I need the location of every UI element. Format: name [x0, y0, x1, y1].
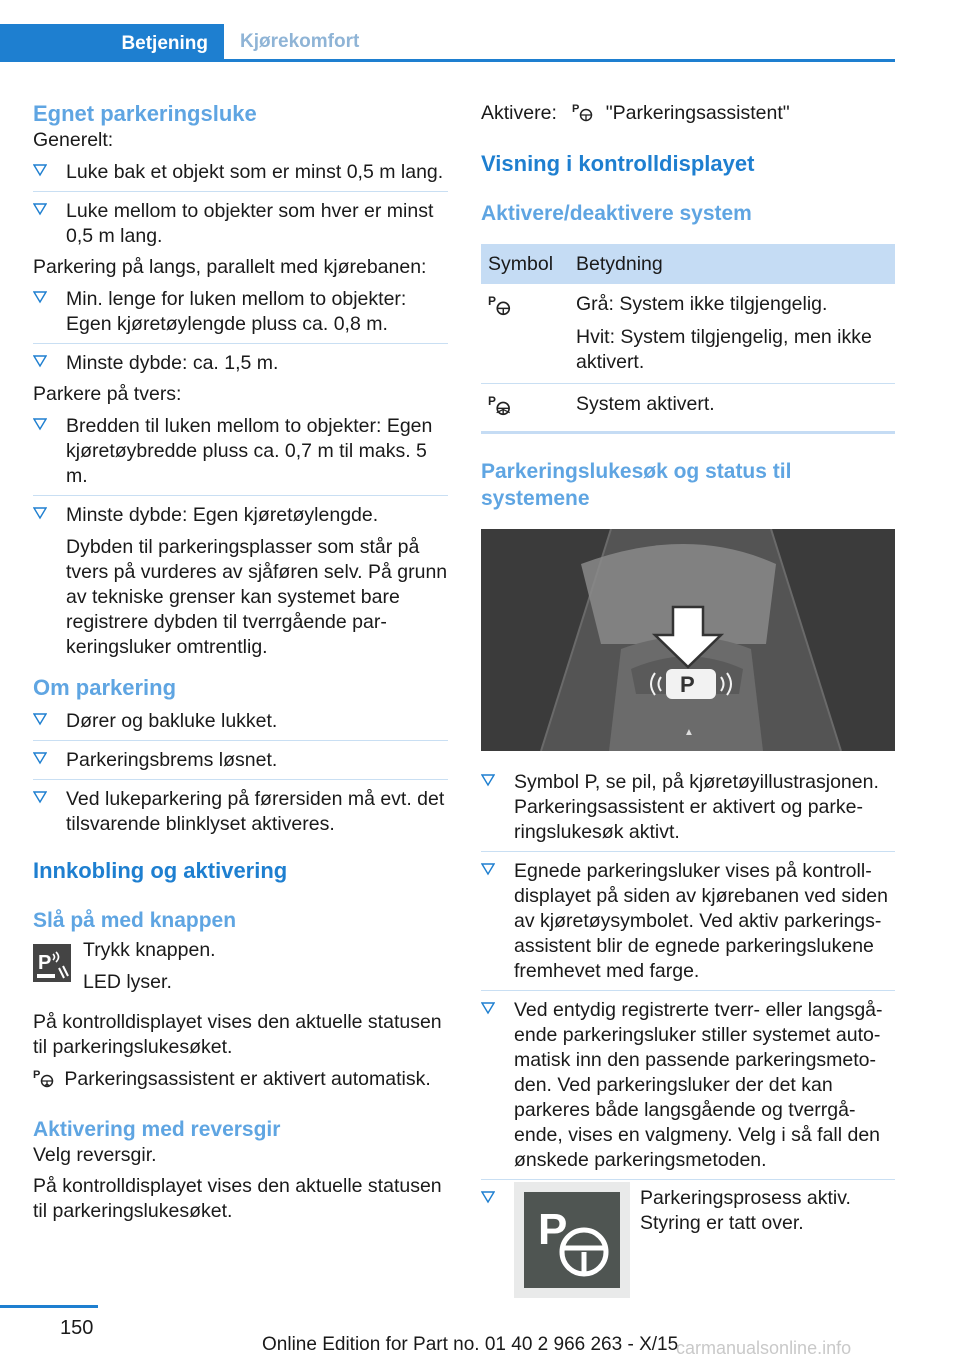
triangle-bullet-icon	[481, 773, 495, 787]
table-row: P System aktivert.	[481, 384, 895, 433]
tvers-note: Dybden til parkeringsplasser som står på tvers på vurderes av sjåføren selv. På grunn av tekniske grenser kan systemet bare registrere dybden til tverrgående parkeringsluker omtrentlig.	[66, 536, 448, 658]
heading-om-parkering: Om parkering	[33, 675, 177, 700]
heading-sla-pa: Slå på med knappen	[33, 909, 237, 932]
park-assist-activated-icon	[488, 392, 514, 416]
list-item	[481, 1180, 895, 1311]
page-number: 150	[60, 1317, 94, 1339]
svg-text:P: P	[38, 952, 52, 974]
header-rule	[0, 59, 895, 62]
list-item: Parkeringsbrems løsnet.	[33, 741, 448, 780]
heading-egnet-parkeringsluke: Egnet parkeringsluke	[33, 101, 257, 126]
tab-betjening[interactable]: Betjening	[0, 24, 224, 62]
svg-text:▲: ▲	[684, 727, 694, 738]
tab-kjorekomfort[interactable]: Kjørekomfort	[240, 31, 360, 52]
table-header-row	[481, 244, 895, 284]
triangle-bullet-icon	[33, 290, 47, 304]
led-text: LED lyser.	[83, 971, 172, 993]
kontroll-text: På kontrolldisplayet vises den aktuelle statusen til parkeringslukesøket.	[33, 1011, 442, 1058]
parking-process-icon	[514, 1182, 630, 1298]
om-list	[33, 702, 448, 843]
table-row: P Grå: System ikke tilgjengelig. Hvit: System tilgjengelig, men ikke aktivert.	[481, 284, 895, 384]
left-column	[33, 100, 448, 1224]
list-item: Ved entydig registrerte tverr- eller langsgående parkeringsluker stiller systemet automatisk inn den passende parkeringsmetoden. Ved parkeringsluker der det kan parkeres både langsgående og tverrgående, vises en valgmeny. Velg i så fall den ønskede parkeringsmetoden.	[481, 991, 895, 1180]
edition-text: Online Edition for Part no. 01 40 2 966 263 - X/15	[262, 1334, 679, 1355]
heading-aktivere-deaktivere: Aktivere/deaktivere system	[481, 202, 752, 225]
list-item: Symbol P, se pil, på kjøretøyillustrasjonen. Parkeringsassistent er aktivert og parkeringslukesøk aktivt.	[481, 763, 895, 852]
right-column	[481, 100, 895, 1311]
triangle-bullet-icon	[33, 506, 47, 520]
tvers-label: Parkere på tvers:	[33, 383, 182, 405]
aktivere-line: Aktivere: P "Parkeringsassistent"	[481, 102, 790, 124]
svg-text:P: P	[680, 672, 695, 697]
park-assist-available-icon	[488, 292, 512, 316]
list-item: Luke mellom to objekter som hver er minst 0,5 m lang.	[33, 192, 448, 255]
generelt-list	[33, 153, 448, 255]
list-item: Ved lukeparkering på førersiden må evt. det tilsvarende blinklyset aktiveres.	[33, 780, 448, 843]
button-instruction	[33, 940, 448, 1010]
trykk-text: Trykk knappen.	[83, 939, 216, 961]
triangle-bullet-icon	[33, 751, 47, 765]
velg-text: Velg reversgir.	[33, 1144, 157, 1166]
list-item: Min. lenge for luken mellom to objekter: Egen kjøretøylengde pluss ca. 0,8 m.	[33, 280, 448, 344]
svg-text:P: P	[488, 394, 496, 409]
header-bar	[0, 24, 895, 62]
vehicle-display-image	[481, 529, 895, 751]
svg-text:P: P	[538, 1205, 568, 1254]
triangle-bullet-icon	[33, 417, 47, 431]
status-list	[481, 763, 895, 1311]
svg-text:P: P	[33, 1069, 41, 1081]
langs-list	[33, 280, 448, 382]
park-assist-active-icon	[33, 1066, 55, 1088]
triangle-bullet-icon	[481, 1190, 495, 1204]
col-symbol: Symbol	[481, 244, 569, 284]
triangle-bullet-icon	[33, 790, 47, 804]
heading-innkobling: Innkobling og aktivering	[33, 858, 288, 883]
col-betydning: Betydning	[569, 244, 895, 284]
svg-text:P: P	[572, 103, 580, 115]
footer-rule	[0, 1305, 98, 1308]
triangle-bullet-icon	[33, 163, 47, 177]
list-item: Bredden til luken mellom to objekter: Egen kjøretøybredde pluss ca. 0,7 m til maks. 5 m.	[33, 407, 448, 496]
generelt-label: Generelt:	[33, 129, 114, 151]
tvers-list	[33, 407, 448, 666]
list-item: Minste dybde: ca. 1,5 m.	[33, 344, 448, 382]
heading-aktivering-reversgir: Aktivering med reversgir	[33, 1118, 281, 1141]
list-item: Egnede parkeringsluker vises på kontrolldisplayet på siden av kjørebanen ved siden av kjøretøysymbolet. Ved aktiv parkeringsassistent blir de egnede parkeringslukene fremhevet med farge.	[481, 852, 895, 991]
list-item: Dører og bakluke lukket.	[33, 702, 448, 741]
svg-text:P: P	[488, 294, 497, 309]
prosess-text: Parkeringsprosess aktiv. Styring er tatt over.	[640, 1187, 851, 1234]
kontroll-text-2: På kontrolldisplayet vises den aktuelle statusen til parkeringslukesøket.	[33, 1175, 442, 1222]
langs-label: Parkering på langs, parallelt med kjørebanen:	[33, 256, 427, 278]
triangle-bullet-icon	[481, 1001, 495, 1015]
heading-lukesok: Parkeringslukesøk og status til systemene	[481, 460, 792, 510]
vehicle-illustration	[481, 529, 895, 751]
triangle-bullet-icon	[33, 354, 47, 368]
park-assist-icon	[572, 100, 594, 122]
list-item: Minste dybde: Egen kjøretøylengde. Dybden til parkeringsplasser som står på tvers på vurderes av sjåføren selv. På grunn av tekniske grenser kan systemet bare registrere dybden til tverrgående parkeringsluker omtrentlig.	[33, 496, 448, 666]
heading-visning: Visning i kontrolldisplayet	[481, 151, 755, 176]
list-item: Luke bak et objekt som er minst 0,5 m lang.	[33, 153, 448, 192]
triangle-bullet-icon	[33, 712, 47, 726]
triangle-bullet-icon	[33, 202, 47, 216]
watermark: carmanualsonline.info	[676, 1338, 852, 1358]
auto-text: P Parkeringsassistent er aktivert automatisk.	[33, 1068, 431, 1090]
park-assist-button-icon	[33, 944, 71, 982]
triangle-bullet-icon	[481, 862, 495, 876]
symbol-table	[481, 244, 895, 434]
